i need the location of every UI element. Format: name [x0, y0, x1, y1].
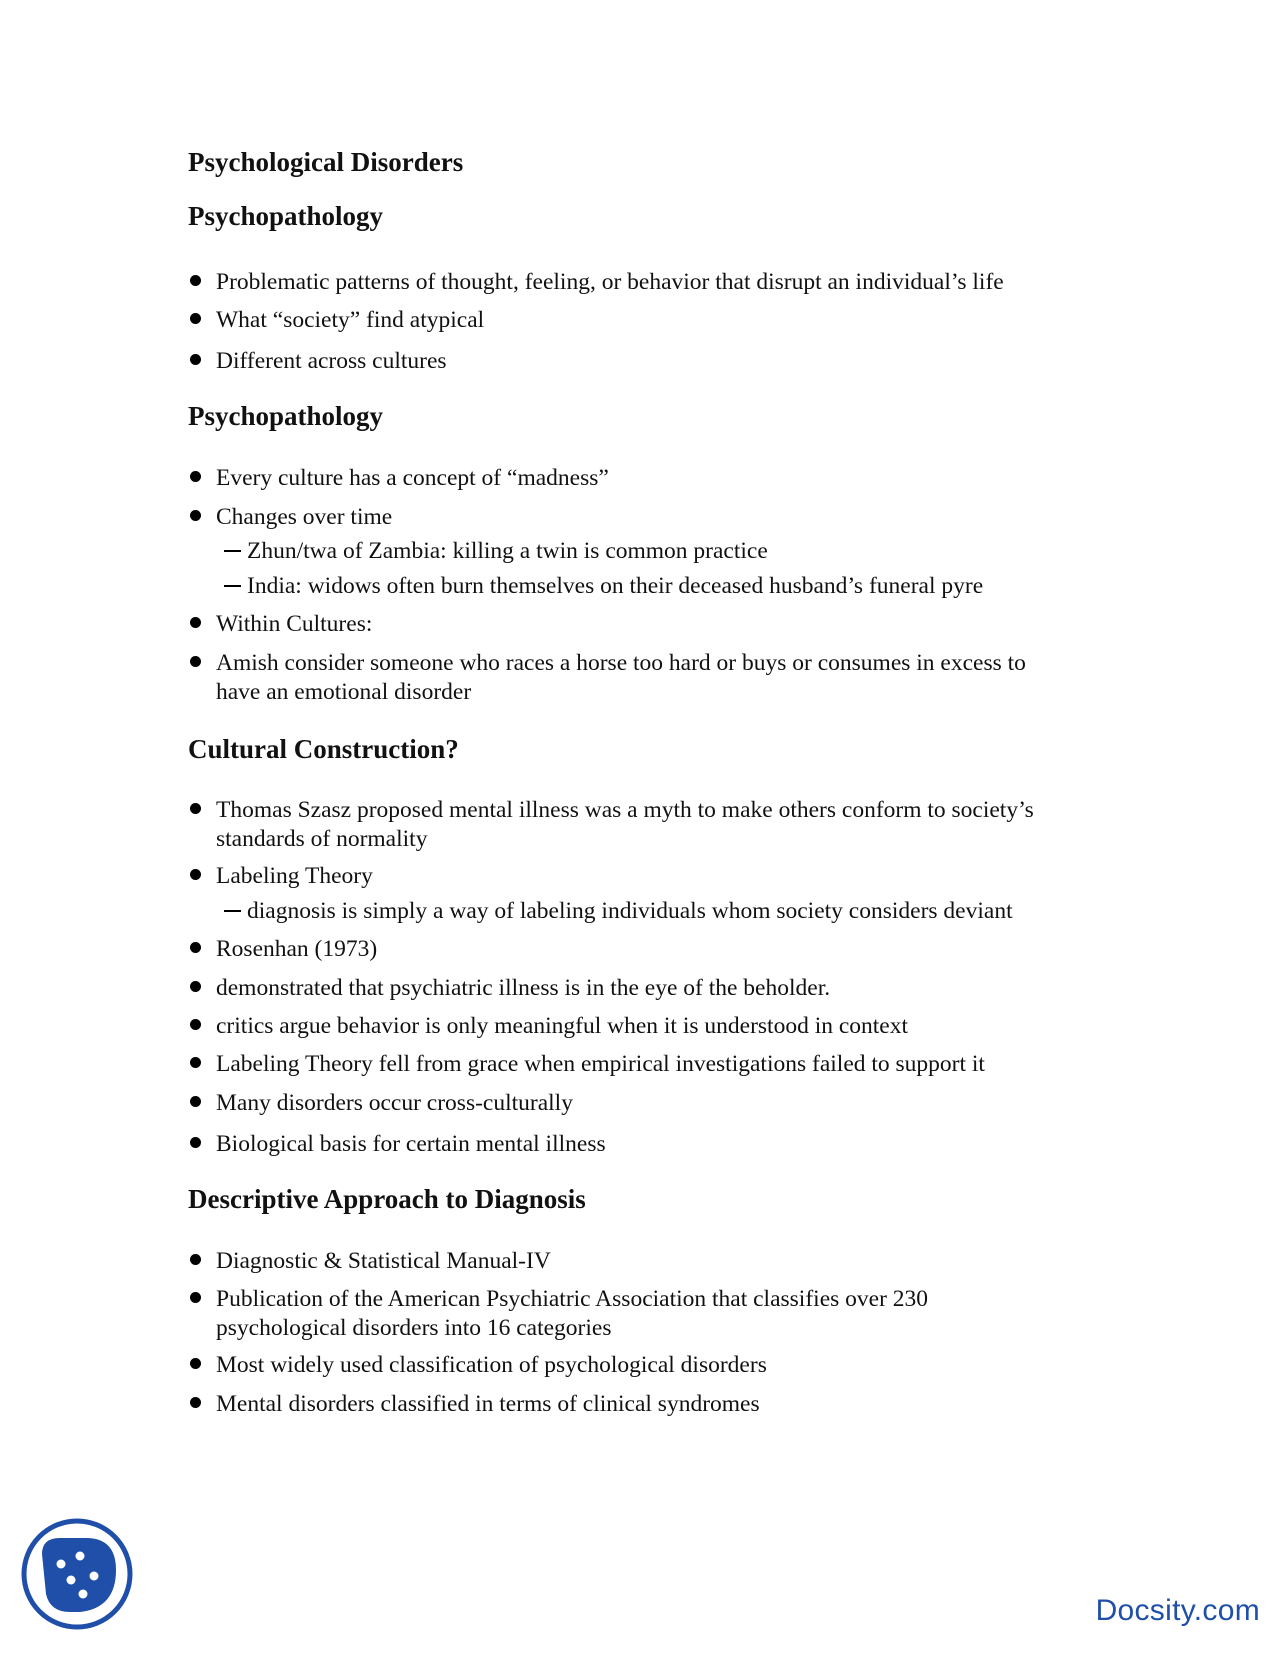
document-title: Psychological Disorders: [188, 147, 464, 177]
bullet-icon: [190, 656, 201, 667]
bullet-item: Amish consider someone who races a horse too hard or buys or consumes in excess to have an emotional disorder: [188, 649, 1026, 707]
bullet-icon: [190, 1096, 201, 1107]
sub-item: Zhun/twa of Zambia: killing a twin is common practice: [224, 537, 768, 566]
bullet-icon: [190, 275, 201, 286]
bullet-icon: [190, 313, 201, 324]
section-heading: Descriptive Approach to Diagnosis: [188, 1184, 586, 1214]
bullet-item: Diagnostic & Statistical Manual-IV: [188, 1247, 551, 1276]
bullet-item: Mental disorders classified in terms of clinical syndromes: [188, 1390, 760, 1419]
bullet-item: demonstrated that psychiatric illness is in the eye of the beholder.: [188, 974, 830, 1003]
docsity-logo-icon: [20, 1514, 134, 1634]
bullet-icon: [190, 803, 201, 814]
section-heading: Psychopathology: [188, 401, 384, 431]
section-heading: Psychopathology: [188, 201, 384, 231]
bullet-item: Most widely used classification of psychological disorders: [188, 1351, 767, 1380]
bullet-item: Thomas Szasz proposed mental illness was a myth to make others conform to society’s standards of normality: [188, 796, 1034, 854]
bullet-item: Problematic patterns of thought, feeling, or behavior that disrupt an individual’s life: [188, 268, 1004, 297]
bullet-icon: [190, 1137, 201, 1148]
bullet-icon: [190, 1019, 201, 1030]
docsity-brand[interactable]: Docsity.com: [1095, 1594, 1260, 1627]
bullet-item: Publication of the American Psychiatric Association that classifies over 230 psychological disorders into 16 categories: [188, 1285, 928, 1343]
bullet-icon: [190, 1254, 201, 1265]
bullet-item: Different across cultures: [188, 347, 447, 376]
bullet-icon: [190, 981, 201, 992]
sub-item: India: widows often burn themselves on their deceased husband’s funeral pyre: [224, 572, 983, 601]
bullet-icon: [190, 1397, 201, 1408]
section-heading: Cultural Construction?: [188, 734, 459, 764]
bullet-icon: [190, 510, 201, 521]
bullet-icon: [190, 1057, 201, 1068]
bullet-icon: [190, 1292, 201, 1303]
bullet-icon: [190, 1358, 201, 1369]
bullet-icon: [190, 869, 201, 880]
bullet-item: Biological basis for certain mental illness: [188, 1130, 606, 1159]
bullet-item: What “society” find atypical: [188, 306, 484, 335]
bullet-item: critics argue behavior is only meaningful when it is understood in context: [188, 1012, 908, 1041]
bullet-item: Labeling Theory fell from grace when empirical investigations failed to support it: [188, 1050, 985, 1079]
bullet-item: Every culture has a concept of “madness”: [188, 464, 609, 493]
dash-icon: [224, 585, 241, 587]
bullet-item: Changes over time: [188, 503, 392, 532]
sub-item: diagnosis is simply a way of labeling individuals whom society considers deviant: [224, 897, 1013, 926]
bullet-icon: [190, 617, 201, 628]
bullet-item: Many disorders occur cross-culturally: [188, 1089, 573, 1118]
dash-icon: [224, 550, 241, 552]
bullet-item: Labeling Theory: [188, 862, 373, 891]
bullet-item: Rosenhan (1973): [188, 935, 377, 964]
bullet-icon: [190, 354, 201, 365]
bullet-icon: [190, 471, 201, 482]
bullet-icon: [190, 942, 201, 953]
dash-icon: [224, 910, 241, 912]
bullet-item: Within Cultures:: [188, 610, 372, 639]
